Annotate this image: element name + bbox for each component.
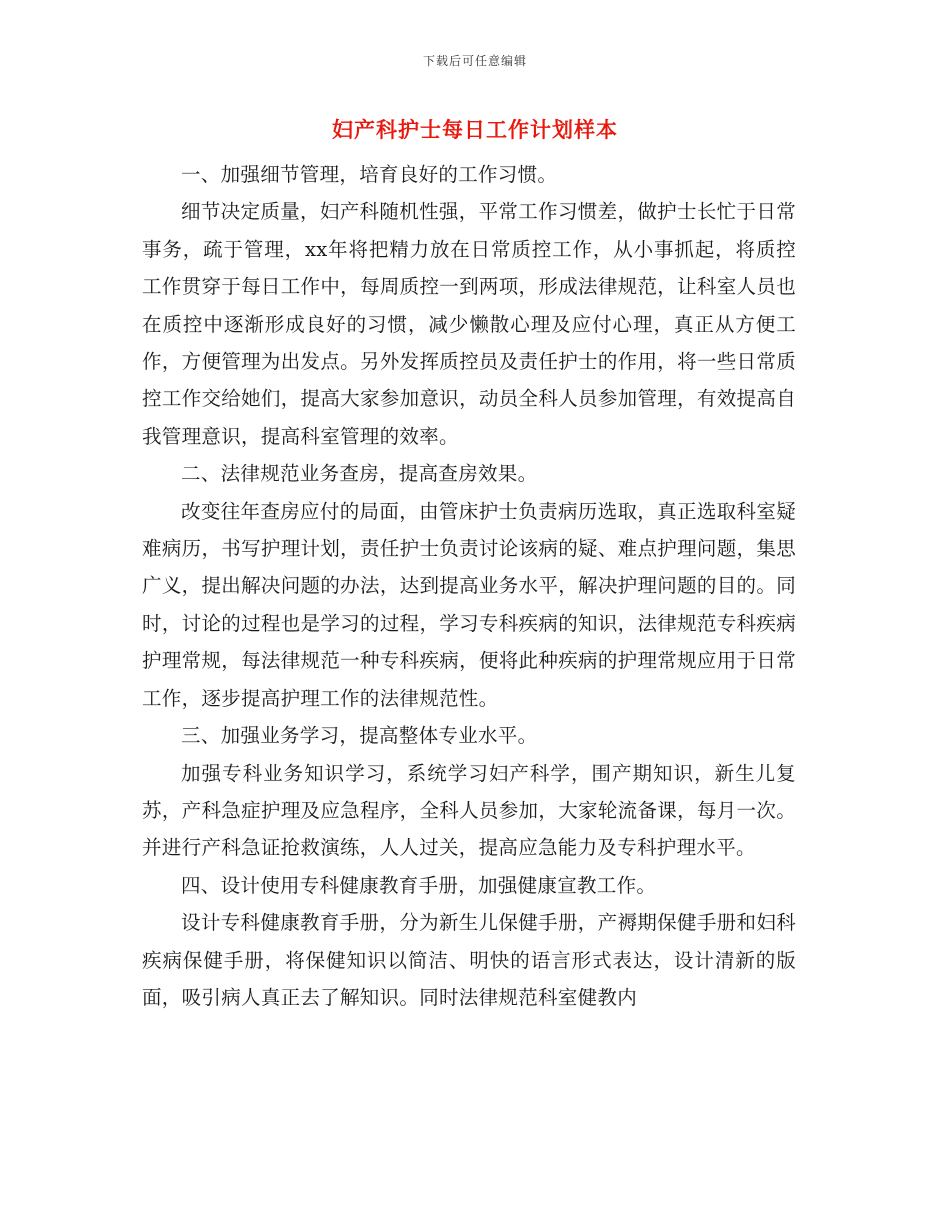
section-heading-3: 三、加强业务学习，提高整体专业水平。 <box>181 724 538 748</box>
body-paragraph-1: 细节决定质量，妇产科随机性强，平常工作习惯差，做护士长忙于日常事务，疏于管理，xx年将把精力放在日常质控工作，从小事抓起，将质控工作贯穿于每日工作中，每周质控一到两项，形成法律规范，让科室人员也在质控中逐渐形成良好的习惯，减少懒散心理及应付心理，真正从方便工作，方便管理为出发点。另外发挥质控员及责任护士的作用，将一些日常质控工作交给她们，提高大家参加意识，动员全科人员参加管理，有效提高自我管理意识，提高科室管理的效率。 <box>142 200 796 448</box>
body-paragraph-3: 加强专科业务知识学习，系统学习妇产科学，围产期知识，新生儿复苏，产科急症护理及应急程序，全科人员参加，大家轮流备课，每月一次。并进行产科急证抢救演练，人人过关，提高应急能力及专科护理水平。 <box>142 761 796 860</box>
section-heading-4: 四、设计使用专科健康教育手册，加强健康宣教工作。 <box>181 873 657 897</box>
body-paragraph-2: 改变往年查房应付的局面，由管床护士负责病历选取，真正选取科室疑难病历，书写护理计划，责任护士负责讨论该病的疑、难点护理问题，集思广义，提出解决问题的办法，达到提高业务水平，解决护理问题的目的。同时，讨论的过程也是学习的过程，学习专科疾病的知识，法律规范专科疾病护理常规，每法律规范一种专科疾病，便将此种疾病的护理常规应用于日常工作，逐步提高护理工作的法律规范性。 <box>142 499 796 710</box>
document-body <box>142 156 796 1016</box>
section-heading-2: 二、法律规范业务查房，提高查房效果。 <box>181 462 538 486</box>
header-note: 下载后可任意编辑 <box>422 54 527 68</box>
section-heading-1: 一、加强细节管理，培育良好的工作习惯。 <box>181 163 558 186</box>
document-title: 妇产科护士每日工作计划样本 <box>332 117 618 142</box>
body-paragraph-4: 设计专科健康教育手册，分为新生儿保健手册，产褥期保健手册和妇科疾病保健手册，将保健知识以简洁、明快的语言形式表达，设计清新的版面，吸引病人真正去了解知识。同时法律规范科室健教内 <box>142 911 796 1009</box>
